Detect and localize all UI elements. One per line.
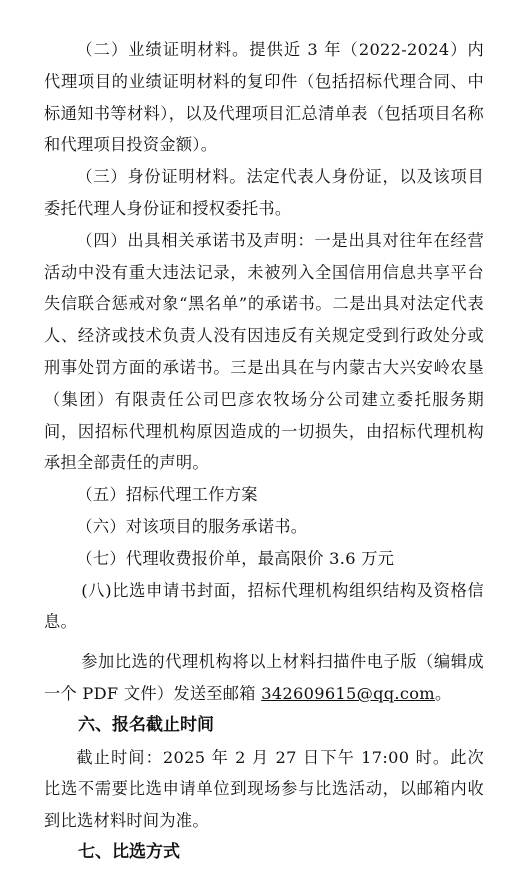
- item-application-cover: (八)比选申请书封面，招标代理机构组织结构及资格信息。: [44, 580, 484, 632]
- section-7-heading: 七、比选方式: [78, 841, 180, 862]
- item-service-commitment: （六）对该项目的服务承诺书。: [76, 516, 308, 536]
- item-identity-materials: （三）身份证明材料。法定代表人身份证，以及该项目委托代理人身份证和授权委托书。: [44, 167, 484, 218]
- spacer: [44, 638, 484, 646]
- section-6-body: 截止时间：2025 年 2 月 27 日下午 17:00 时。此次比选不需要比选申请单位到现场参与比选活动，以邮箱内收到比选材料时间为准。: [44, 747, 484, 831]
- submission-text-end: 。: [434, 683, 452, 703]
- section-6-heading: 六、报名截止时间: [78, 714, 214, 735]
- item-work-plan: （五）招标代理工作方案: [76, 485, 258, 505]
- submission-email-link[interactable]: 342609615@qq.com: [261, 683, 435, 703]
- item-fee-quote: （七）代理收费报价单，最高限价 3.6 万元: [76, 548, 395, 568]
- submission-text: 参加比选的代理机构将以上材料扫描件电子版（编辑成一个 PDF 文件）发送至邮箱: [44, 652, 484, 703]
- item-commitment-statements: （四）出具相关承诺书及声明：一是出具对往年在经营活动中没有重大违法记录，未被列入全国信用信息共享平台失信联合惩戒对象“黑名单”的承诺书。二是出具对法定代表人、经济或技术负责人没有因违反有关规定受到行政处分或刑事处罚方面的承诺书。三是出具在与内蒙古大兴安岭农垦（集团）有限责任公司巴彦农牧场分公司建立委托服务期间，因招标代理机构原因造成的一切损失，由招标代理机构承担全部责任的声明。: [44, 230, 484, 473]
- item-performance-materials: （二）业绩证明材料。提供近 3 年（2022-2024）内代理项目的业绩证明材料的复印件（包括招标代理合同、中标通知书等材料），以及代理项目汇总清单表（包括项目名称和代理项目投资金额）。: [44, 40, 484, 155]
- submission-paragraph: [44, 646, 484, 710]
